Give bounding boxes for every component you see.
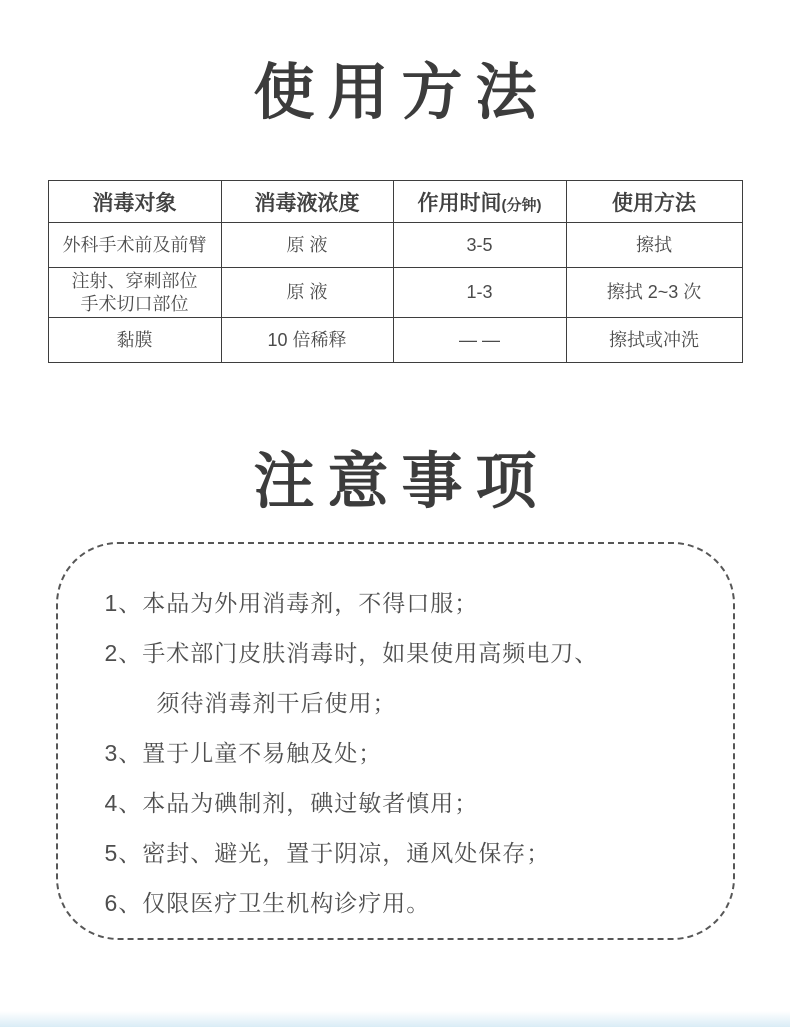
note-item: 6、仅限医疗卫生机构诊疗用。: [104, 890, 431, 916]
cell-time: — —: [393, 318, 566, 363]
cell-target-line1: 注射、穿刺部位: [71, 271, 198, 291]
table-row: [48, 223, 742, 268]
col-header-action-time-unit: (分钟): [501, 196, 542, 214]
col-header-action-time-label: 作用时间: [417, 191, 502, 215]
note-item: 1、本品为外用消毒剂，不得口服；: [104, 590, 479, 616]
cell-concentration: 原 液: [221, 223, 393, 268]
notes-box: [56, 542, 735, 940]
table-header-row: [48, 181, 742, 223]
cell-target-line2: 手术切口部位: [80, 293, 189, 314]
col-header-usage-method: 使用方法: [566, 181, 742, 223]
cell-method: 擦拭: [566, 223, 742, 268]
table-row: [48, 268, 742, 318]
usage-section-title: 使用方法: [253, 58, 550, 126]
note-item-continuation: 须待消毒剂干后使用；: [156, 690, 397, 716]
cell-method: 擦拭 2~3 次: [566, 268, 742, 318]
cell-time: 3-5: [393, 223, 566, 268]
note-item: 4、本品为碘制剂，碘过敏者慎用；: [104, 790, 479, 816]
cell-time: 1-3: [393, 268, 566, 318]
bottom-accent-band: [0, 1011, 790, 1027]
usage-table: [48, 180, 743, 363]
col-header-disinfection-target: 消毒对象: [48, 181, 221, 223]
cell-target: 外科手术前及前臂: [48, 223, 221, 268]
cell-target: 黏膜: [48, 318, 221, 363]
cell-target: [48, 268, 221, 318]
note-item: 2、手术部门皮肤消毒时，如果使用高频电刀、: [104, 640, 599, 666]
table-row: [48, 318, 742, 363]
cell-concentration: 原 液: [221, 268, 393, 318]
notes-section-title: 注意事项: [253, 447, 550, 515]
col-header-action-time: [393, 181, 566, 223]
col-header-concentration: 消毒液浓度: [221, 181, 393, 223]
cell-method: 擦拭或冲洗: [566, 318, 742, 363]
cell-concentration: 10 倍稀释: [221, 318, 393, 363]
note-item: 5、密封、避光，置于阴凉，通风处保存；: [104, 840, 551, 866]
note-item: 3、置于儿童不易触及处；: [104, 740, 383, 766]
